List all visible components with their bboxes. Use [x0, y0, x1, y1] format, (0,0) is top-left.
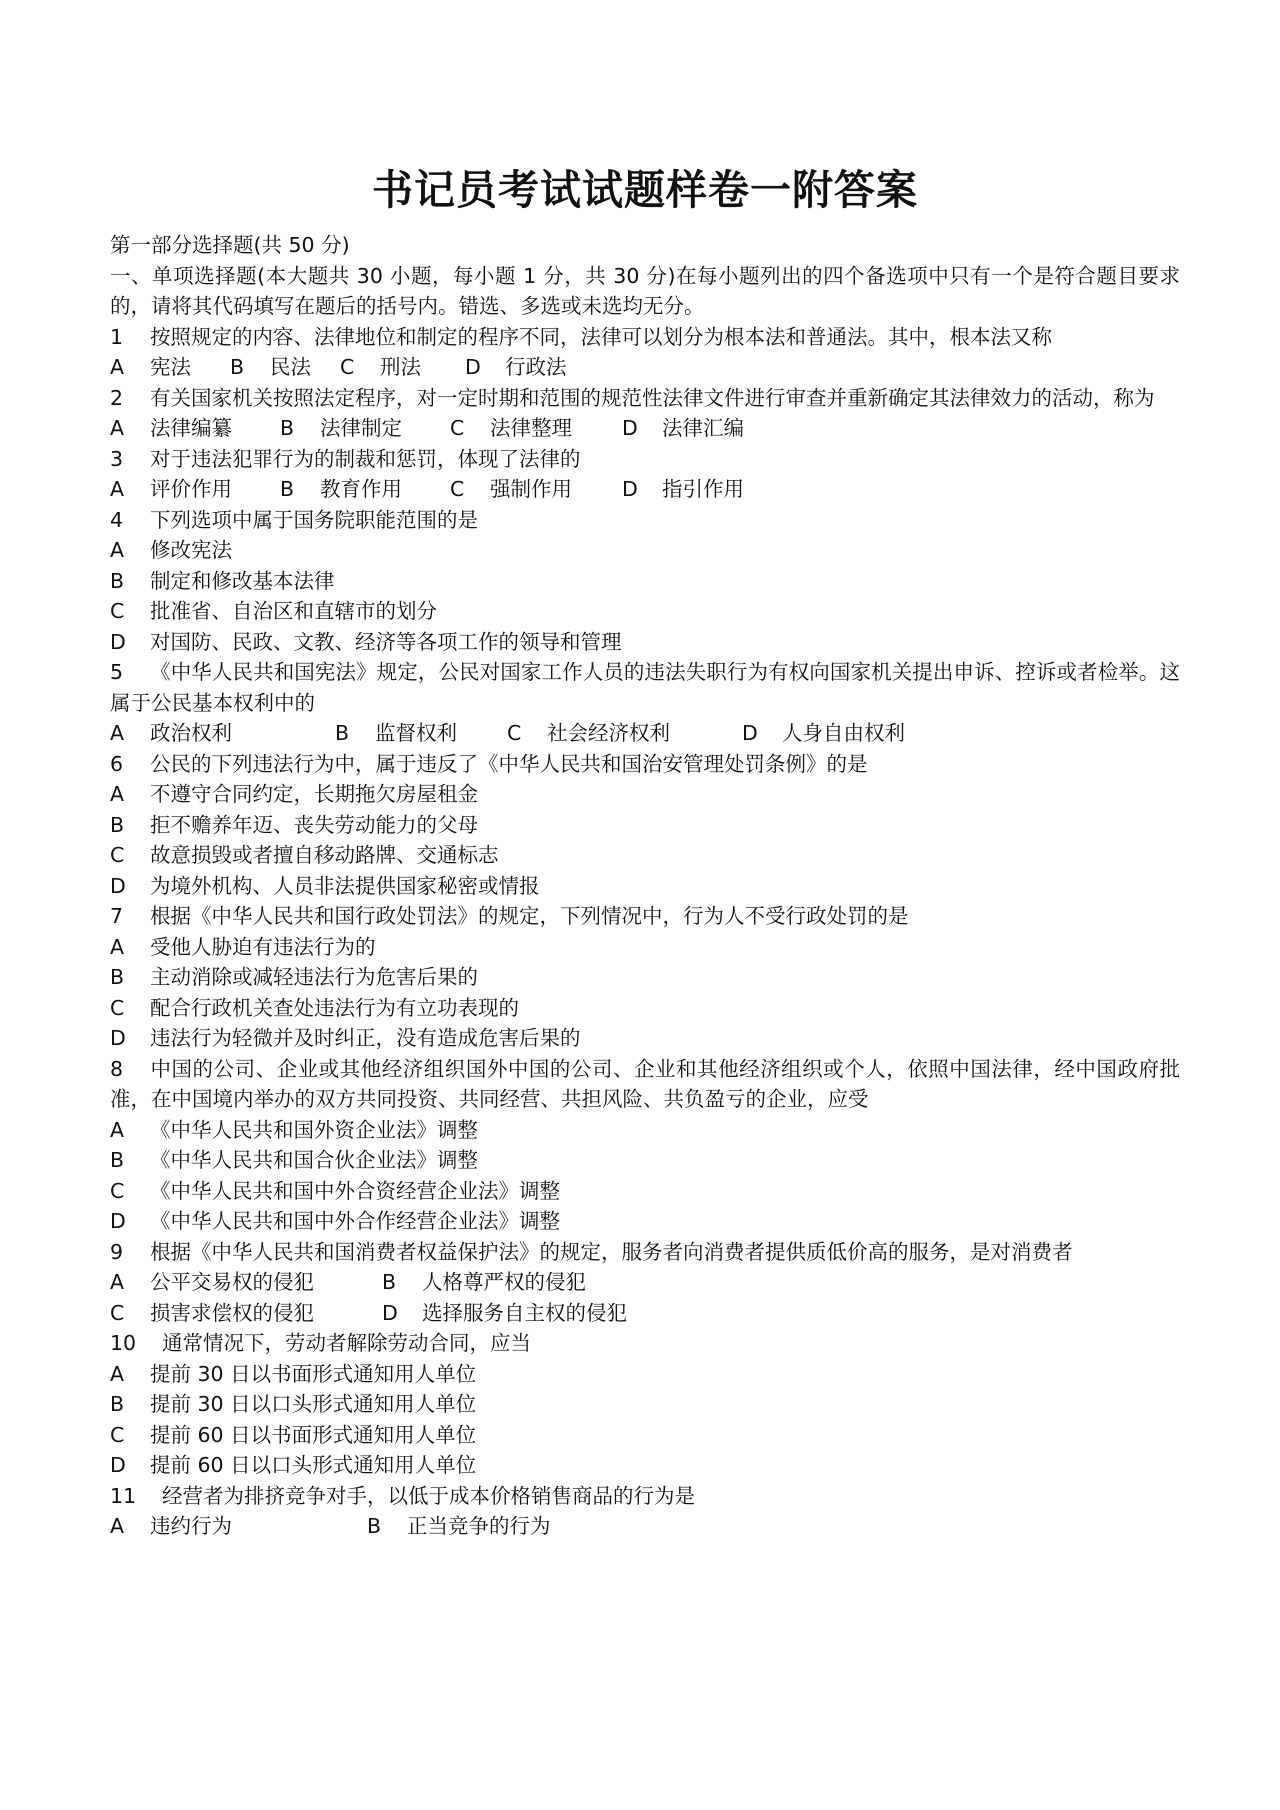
option-a: A 违约行为	[110, 1514, 232, 1538]
question-number: 5	[110, 660, 124, 684]
option-b: B 正当竞争的行为	[367, 1514, 551, 1538]
option-d: D 为境外机构、人员非法提供国家秘密或情报	[110, 873, 540, 898]
question-number: 10	[110, 1331, 137, 1355]
option-d: D 选择服务自主权的侵犯	[382, 1300, 627, 1325]
option-d: D 《中华人民共和国中外合作经营企业法》调整	[110, 1209, 560, 1233]
options-row	[110, 718, 1180, 749]
question-8	[110, 1054, 1180, 1115]
question-11	[110, 1481, 1180, 1512]
option-c: C 提前 60 日以书面形式通知用人单位	[110, 1422, 477, 1447]
option-a: A 提前 30 日以书面形式通知用人单位	[110, 1361, 477, 1386]
option-d: D 对国防、民政、文教、经济等各项工作的领导和管理	[110, 629, 622, 654]
question-number: 9	[110, 1239, 124, 1264]
question-stem: 《中华人民共和国宪法》规定，公民对国家工作人员的违法失职行为有权向国家机关提出申诉、控诉或者检举。这属于公民基本权利中的	[110, 660, 1180, 715]
question-7	[110, 901, 1180, 932]
option-d: D 提前 60 日以口头形式通知用人单位	[110, 1453, 477, 1477]
question-stem: 经营者为排挤竞争对手，以低于成本价格销售商品的行为是	[162, 1483, 695, 1508]
question-stem: 对于违法犯罪行为的制裁和惩罚，体现了法律的	[150, 446, 581, 471]
option-d: D 违法行为轻微并及时纠正，没有造成危害后果的	[110, 1026, 581, 1050]
option-a: A 政治权利	[110, 721, 232, 745]
section-instructions: 一、单项选择题(本大题共 30 小题，每小题 1 分，共 30 分)在每小题列出的四个备选项中只有一个是符合题目要求的，请将其代码填写在题后的括号内。错选、多选或未选均无分。	[110, 263, 1180, 318]
option-a: A 受他人胁迫有违法行为的	[110, 934, 376, 959]
option-b: B 主动消除或减轻违法行为危害后果的	[110, 965, 478, 989]
option-d: D 行政法	[465, 355, 567, 379]
page-title: 书记员考试试题样卷一附答案	[372, 166, 918, 214]
option-a: A 不遵守合同约定，长期拖欠房屋租金	[110, 782, 478, 806]
option-a: A 修改宪法	[110, 538, 232, 562]
options-row	[110, 1511, 1180, 1542]
option-a: A 法律编纂	[110, 416, 232, 440]
question-stem: 通常情况下，劳动者解除劳动合同，应当	[162, 1331, 531, 1355]
option-b: B 教育作用	[280, 477, 402, 501]
option-c: C 强制作用	[450, 477, 572, 501]
question-5	[110, 657, 1180, 718]
question-3	[110, 444, 1180, 475]
options-row	[110, 352, 1180, 383]
option-d: D 指引作用	[622, 477, 744, 501]
question-10	[110, 1328, 1180, 1359]
question-number: 3	[110, 446, 124, 471]
option-b: B 法律制定	[280, 416, 402, 440]
question-number: 6	[110, 751, 124, 776]
question-stem: 根据《中华人民共和国消费者权益保护法》的规定，服务者向消费者提供质低价高的服务，是对消费者	[150, 1239, 1073, 1264]
question-1	[110, 322, 1180, 353]
option-b: B 拒不赡养年迈、丧失劳动能力的父母	[110, 812, 478, 837]
options-row	[110, 474, 1180, 505]
question-stem: 根据《中华人民共和国行政处罚法》的规定，下列情况中，行为人不受行政处罚的是	[150, 904, 909, 928]
option-c: C 故意损毁或者擅自移动路牌、交通标志	[110, 843, 499, 867]
question-4	[110, 505, 1180, 536]
question-stem: 下列选项中属于国务院职能范围的是	[150, 507, 478, 532]
option-b: B 监督权利	[335, 721, 457, 745]
option-a: A 公平交易权的侵犯	[110, 1270, 314, 1294]
question-2	[110, 383, 1180, 414]
question-number: 4	[110, 507, 124, 532]
option-c: C 损害求偿权的侵犯	[110, 1300, 314, 1325]
question-number: 2	[110, 385, 124, 410]
option-a: A 《中华人民共和国外资企业法》调整	[110, 1117, 478, 1142]
question-stem: 公民的下列违法行为中，属于违反了《中华人民共和国治安管理处罚条例》的是	[150, 751, 868, 776]
part-heading: 第一部分选择题(共 50 分)	[110, 233, 350, 257]
question-number: 1	[110, 324, 124, 349]
option-b: B 《中华人民共和国合伙企业法》调整	[110, 1148, 478, 1172]
option-c: C 社会经济权利	[507, 721, 670, 745]
options-row	[110, 1298, 1180, 1329]
question-9	[110, 1237, 1180, 1268]
question-stem: 按照规定的内容、法律地位和制定的程序不同，法律可以划分为根本法和普通法。其中，根本法又称	[150, 324, 1052, 349]
option-c: C 《中华人民共和国中外合资经营企业法》调整	[110, 1178, 560, 1203]
question-stem: 中国的公司、企业或其他经济组织国外中国的公司、企业和其他经济组织或个人，依照中国法律，经中国政府批准，在中国境内举办的双方共同投资、共同经营、共担风险、共负盈亏的企业，应受	[110, 1056, 1180, 1111]
question-number: 8	[110, 1056, 124, 1081]
option-c: C 配合行政机关查处违法行为有立功表现的	[110, 995, 519, 1020]
option-b: B 人格尊严权的侵犯	[382, 1270, 586, 1294]
option-a: A 宪法	[110, 355, 191, 379]
option-d: D 人身自由权利	[742, 721, 905, 745]
option-b: B 民法	[230, 355, 311, 379]
option-b: B 提前 30 日以口头形式通知用人单位	[110, 1392, 477, 1416]
question-stem: 有关国家机关按照法定程序，对一定时期和范围的规范性法律文件进行审查并重新确定其法律效力的活动，称为	[150, 385, 1155, 410]
question-6	[110, 749, 1180, 780]
option-c: C 法律整理	[450, 416, 572, 440]
option-d: D 法律汇编	[622, 416, 744, 440]
options-row	[110, 1267, 1180, 1298]
options-row	[110, 413, 1180, 444]
question-number: 7	[110, 904, 124, 928]
option-b: B 制定和修改基本法律	[110, 568, 335, 593]
exam-page	[110, 160, 1180, 1542]
question-number: 11	[110, 1483, 137, 1508]
option-c: C 刑法	[340, 355, 421, 379]
option-c: C 批准省、自治区和直辖市的划分	[110, 599, 437, 623]
option-a: A 评价作用	[110, 477, 232, 501]
